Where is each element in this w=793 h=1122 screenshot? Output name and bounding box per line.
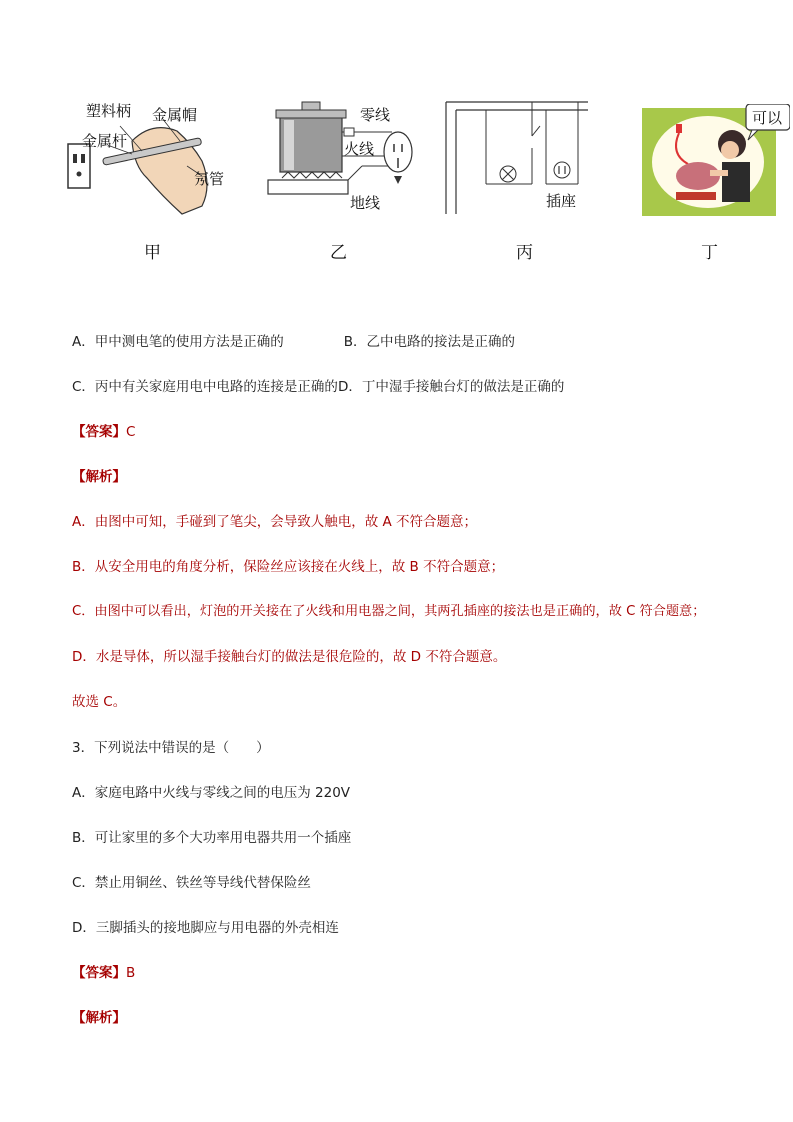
q2-conclusion: 故选 C。 xyxy=(72,694,127,710)
q3-answer xyxy=(72,961,135,981)
figure-bing xyxy=(442,96,592,221)
label-metal-rod: 金属杆 xyxy=(82,132,128,150)
q3-option-d: D．三脚插头的接地脚应与用电器的外壳相连 xyxy=(72,920,339,936)
figure-jia xyxy=(62,96,242,221)
q2-option-a: A．甲中测电笔的使用方法是正确的 xyxy=(72,334,284,350)
speech-bubble-text: 可以 xyxy=(752,109,783,127)
figure-ding xyxy=(640,104,790,219)
q2-analysis-c: C．由图中可以看出，灯泡的开关接在了火线和用电器之间，其两孔插座的接法也是正确的，故 C 符合题意； xyxy=(72,604,706,619)
q3-option-c: C．禁止用铜丝、铁丝等导线代替保险丝 xyxy=(72,875,311,891)
q3-stem: 3．下列说法中错误的是（ ） xyxy=(72,740,270,756)
q2-options-row-1 xyxy=(72,330,515,350)
q2-analysis-b: B．从安全用电的角度分析，保险丝应该接在火线上，故 B 不符合题意； xyxy=(72,559,505,575)
q2-answer xyxy=(72,420,135,440)
label-neutral-wire: 零线 xyxy=(360,106,391,124)
q3-answer-tag: 【答案】 xyxy=(72,965,126,981)
caption-jia: 甲 xyxy=(144,243,161,263)
figure-yi xyxy=(262,96,422,221)
q2-options-row-2 xyxy=(72,375,564,395)
q2-option-c: C．丙中有关家庭用电中电路的连接是正确的 xyxy=(72,379,338,395)
q2-analysis-d: D．水是导体，所以湿手接触台灯的做法是很危险的，故 D 不符合题意。 xyxy=(72,649,507,665)
q3-option-a: A．家庭电路中火线与零线之间的电压为 220V xyxy=(72,785,351,801)
label-neon-tube: 氖管 xyxy=(194,170,225,188)
q2-option-d: D．丁中湿手接触台灯的做法是正确的 xyxy=(337,379,565,395)
label-plastic-handle: 塑料柄 xyxy=(86,102,132,120)
label-live-wire: 火线 xyxy=(344,140,375,158)
label-ground-wire: 地线 xyxy=(350,194,381,212)
caption-ding: 丁 xyxy=(701,243,718,263)
q3-option-b: B．可让家里的多个大功率用电器共用一个插座 xyxy=(72,830,352,846)
label-metal-cap: 金属帽 xyxy=(152,106,198,124)
q2-option-b: B．乙中电路的接法是正确的 xyxy=(343,334,516,350)
q2-analysis-a: A．由图中可知，手碰到了笔尖，会导致人触电，故 A 不符合题意； xyxy=(72,514,478,530)
q2-analysis-tag: 【解析】 xyxy=(72,469,126,485)
caption-bing: 丙 xyxy=(516,243,533,263)
q3-analysis-tag: 【解析】 xyxy=(72,1010,126,1026)
caption-yi: 乙 xyxy=(330,243,347,263)
q2-answer-value: C xyxy=(126,424,136,440)
q3-answer-value: B xyxy=(126,965,136,981)
q2-answer-tag: 【答案】 xyxy=(72,424,126,440)
label-socket: 插座 xyxy=(546,192,577,210)
